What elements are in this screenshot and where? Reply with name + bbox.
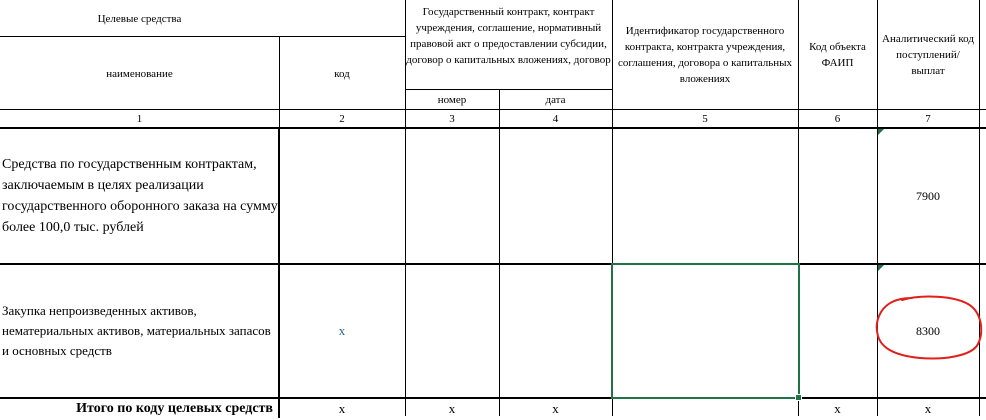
grid-line: [0, 36, 405, 37]
comment-indicator[interactable]: [878, 129, 884, 135]
row1-date[interactable]: [499, 128, 612, 264]
total-number[interactable]: x: [448, 401, 456, 416]
header-faip[interactable]: Код объекта ФАИП: [809, 41, 866, 69]
grid-line: [279, 110, 280, 128]
header-identifier[interactable]: Идентификатор государственного контракта, контракта учреждения, соглашения, договора о капитальных вложениях: [617, 25, 793, 85]
total-faip[interactable]: x: [834, 401, 841, 416]
fill-handle[interactable]: [795, 394, 802, 401]
grid-line: [405, 89, 612, 90]
header-date[interactable]: дата: [545, 94, 566, 106]
header-contract[interactable]: Государственный контракт, контракт учреждения, соглашение, нормативный правовой акт о предоставлении субсидии, договор о капитальных вложениях, договор: [406, 6, 611, 66]
header-name[interactable]: наименование: [106, 67, 173, 80]
annotation-circle: [872, 292, 986, 362]
col-number-1[interactable]: 1: [136, 113, 143, 125]
grid-line: [499, 90, 500, 416]
row1-number[interactable]: [405, 128, 499, 264]
total-identifier[interactable]: [612, 398, 798, 420]
col-number-4[interactable]: 4: [552, 113, 559, 125]
row2-date[interactable]: [499, 264, 612, 398]
row1-code[interactable]: [279, 128, 405, 264]
row2-number[interactable]: [405, 264, 499, 398]
row1-name[interactable]: Средства по государственным контрактам, заключаемым в целях реализации государственного оборонного заказа на сумму более 100,0 тыс. рублей: [2, 157, 278, 235]
col-number-7[interactable]: 7: [925, 113, 931, 125]
row2-name[interactable]: Закупка непроизведенных активов, нематериальных активов, материальных запасов и основных средств: [2, 303, 271, 358]
col-number-5[interactable]: 5: [702, 113, 708, 125]
row2-code[interactable]: x: [338, 323, 346, 338]
row2-faip[interactable]: [798, 264, 877, 398]
grid-line: [278, 128, 280, 418]
total-label[interactable]: Итого по коду целевых средств: [76, 401, 273, 416]
grid-line: [0, 127, 986, 129]
total-code[interactable]: x: [338, 401, 346, 416]
grid-line: [405, 0, 406, 416]
row2-analytic[interactable]: 8300: [916, 323, 940, 338]
comment-indicator[interactable]: [878, 265, 884, 271]
grid-line: [279, 36, 280, 110]
header-number[interactable]: номер: [437, 94, 467, 106]
header-code[interactable]: код: [334, 67, 350, 80]
row1-identifier[interactable]: [612, 128, 798, 264]
grid-line: [0, 397, 986, 399]
col-number-3[interactable]: 3: [449, 113, 455, 125]
row1-analytic[interactable]: 7900: [916, 188, 940, 203]
header-target-funds[interactable]: Целевые средства: [97, 12, 182, 25]
row1-faip[interactable]: [798, 128, 877, 264]
col-number-6[interactable]: 6: [834, 113, 841, 125]
grid-line: [0, 109, 986, 110]
total-date[interactable]: x: [552, 401, 559, 416]
col-number-2[interactable]: 2: [339, 113, 345, 125]
total-analytic[interactable]: x: [924, 401, 932, 416]
grid-line: [0, 263, 986, 265]
header-analytic[interactable]: Аналитический код поступлений/выплат: [882, 33, 974, 77]
cell-selection: [611, 263, 800, 399]
